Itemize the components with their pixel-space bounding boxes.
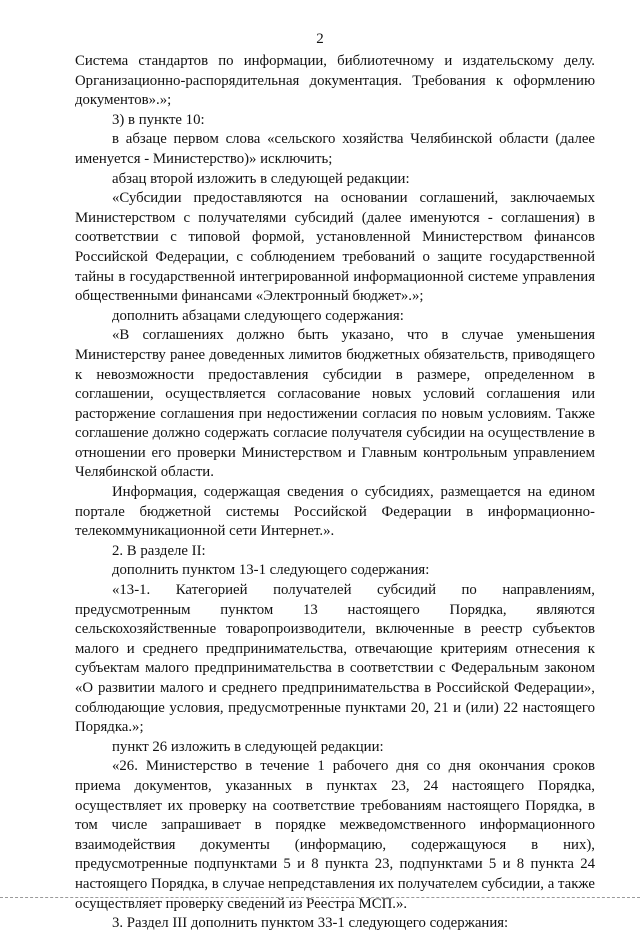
document-body — [75, 52, 595, 934]
paragraph-point-26: «26. Министерство в течение 1 рабочего дня со дня окончания сроков приема документов, указанных в пунктах 23, 24 настоящего Порядка, осуществляет их проверку на соответствие требованиям настоящего Порядка, в том числе запрашивает в порядке межведомственного информационного взаимодействия документы (информацию, содержащуюся в них), предусмотренные подпунктами 5 и 8 пункта 23, подпунктами 5 и 8 пункта 24 настоящего Порядка, в случае непредставления их получателем субсидии, а также осуществляет проверку сведений из Реестра МСП.». — [75, 758, 595, 912]
paragraph-subsidies-agreements: «Субсидии предоставляются на основании соглашений, заключаемых Министерством с получателями субсидий (далее именуются - соглашения) в соответствии с типовой формой, установленной Министерством финансов Российской Федерации, с соблюдением требований о защите государственной тайны в государственной интегрированной информационной системе управления общественными финансами «Электронный бюджет».»; — [75, 190, 595, 305]
paragraph-continuation: Система стандартов по информации, библиотечному и издательскому делу. Организационно-распорядительная документация. Требования к оформлению документов».»; — [75, 53, 595, 109]
scan-bottom-edge — [0, 897, 640, 898]
paragraph-agreement-terms: «В соглашениях должно быть указано, что в случае уменьшения Министерству ранее доведенных лимитов бюджетных обязательств, приводящего к невозможности предоставления субсидии в размере, определенном в соглашении, осуществляется согласование новых условий соглашения или расторжение соглашения при недостижении согласия по новым условиям. Также соглашение должно содержать согласие получателя субсидии на осуществление в отношении его проверки Министерством и Главным контрольным управлением Челябинской области. — [75, 327, 595, 481]
paragraph-second-abzac: абзац второй изложить в следующей редакции: — [112, 170, 410, 187]
paragraph-13-1: «13-1. Категорией получателей субсидий по направлениям, предусмотренным пунктом 13 настоящего Порядка, являются сельскохозяйственные товаропроизводители, включенные в реестр субъектов малого и среднего предпринимательства, отвечающие критериям отнесения к субъектам малого предпринимательства в соответствии с Федеральным законом «О развитии малого и среднего предпринимательства в Российской Федерации», соблюдающие условия, предусмотренные пунктами 20, 21 и (или) 22 настоящего Порядка.»; — [75, 582, 595, 736]
paragraph-section-2: 2. В разделе II: — [112, 542, 206, 559]
paragraph-first-abzac: в абзаце первом слова «сельского хозяйства Челябинской области (далее именуется - Министерство)» исключить; — [75, 131, 595, 167]
paragraph-add-13-1: дополнить пунктом 13-1 следующего содержания: — [112, 562, 430, 579]
page-number: 2 — [316, 31, 324, 47]
paragraph-information: Информация, содержащая сведения о субсидиях, размещается на едином портале бюджетной системы Российской Федерации в информационно-телекоммуникационной сети Интернет.». — [75, 484, 595, 540]
paragraph-item-3: 3) в пункте 10: — [112, 111, 205, 128]
paragraph-point-26-intro: пункт 26 изложить в следующей редакции: — [112, 738, 384, 755]
paragraph-section-3: 3. Раздел III дополнить пунктом 33-1 следующего содержания: — [112, 915, 509, 932]
paragraph-add-abzacs: дополнить абзацами следующего содержания: — [112, 307, 404, 324]
